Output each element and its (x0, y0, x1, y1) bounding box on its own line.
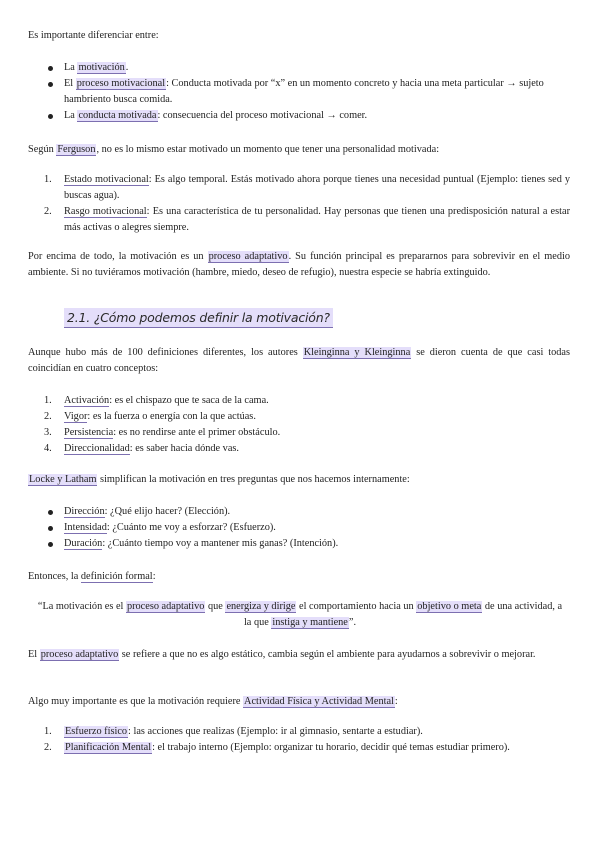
numbered-list-concepts (28, 393, 570, 457)
underlined-term: Dirección (64, 506, 105, 517)
definition-quote: “La motivación es el proceso adaptativo que energiza y dirige el comportamiento hacia un objetivo o meta de una actividad, a la que instiga y mantiene”. (37, 601, 563, 628)
highlight-term: proceso adaptativo (40, 649, 119, 660)
list-item: La conducta motivada: consecuencia del proceso motivacional → comer. (28, 108, 570, 124)
underlined-term: Duración (64, 538, 103, 549)
bullet-list-questions (28, 504, 570, 552)
underlined-term: Persistencia (64, 427, 114, 438)
list-item: 1. Estado motivacional: Es algo temporal. Estás motivado ahora porque tienes una necesidad puntual (Ejemplo: tienes sed y buscas agua). (44, 174, 570, 201)
activity-paragraph: Algo muy importante es que la motivación requiere Actividad Física y Actividad Mental: (28, 696, 398, 707)
highlight-term: Kleinginna y Kleinginna (303, 347, 411, 358)
bullet-list-concepts (28, 60, 570, 124)
highlight-term: conducta motivada (78, 110, 157, 121)
bullet-icon (48, 114, 53, 119)
list-item: Duración: ¿Cuánto tiempo voy a mantener mis ganas? (Intención). (28, 536, 570, 552)
highlight-term: proceso motivacional (76, 78, 166, 89)
list-item: 1. Activación: es el chispazo que te saca de la cama. (44, 395, 269, 406)
list-item: La motivación. (28, 60, 570, 76)
highlight-term: proceso adaptativo (208, 251, 288, 262)
list-item: Dirección: ¿Qué elijo hacer? (Elección). (28, 504, 570, 520)
highlight-term: Planificación Mental (65, 742, 152, 753)
highlight-term: objetivo o meta (417, 601, 482, 612)
highlight-term: Esfuerzo físico (65, 726, 128, 737)
bullet-icon (48, 510, 53, 515)
highlight-term: motivación (78, 62, 125, 73)
underlined-term: Intensidad (64, 522, 107, 533)
list-item: 2. Rasgo motivacional: Es una característica de tu personalidad. Hay personas que tienen una predisposición natural a estar más activas o alegres siempre. (44, 206, 570, 233)
highlight-term: Locke y Latham (29, 474, 97, 485)
ferguson-paragraph: Según Ferguson, no es lo mismo estar motivado un momento que tener una personalidad motivada: (28, 144, 440, 155)
intro-paragraph: Es importante diferenciar entre: (28, 30, 159, 41)
underlined-term: Rasgo motivacional (64, 206, 147, 217)
list-item: 2. Vigor: es la fuerza o energía con la que actúas. (44, 411, 256, 422)
numbered-list-states (28, 172, 570, 236)
kleinginna-paragraph: Aunque hubo más de 100 definiciones diferentes, los autores Kleinginna y Kleinginna se dieron cuenta de que casi todas coincidían en cuatro conceptos: (28, 347, 570, 374)
list-item: Intensidad: ¿Cuánto me voy a esforzar? (Esfuerzo). (28, 520, 570, 536)
underlined-term: definición formal (80, 571, 153, 582)
list-item: El proceso motivacional: Conducta motivada por “x” en un momento concreto y hacia una meta particular → sujeto hambriento busca comida. (28, 76, 570, 108)
underlined-term: Activación (64, 395, 110, 406)
section-heading: 2.1. ¿Cómo podemos definir la motivación? (64, 310, 333, 326)
list-item: 1. Esfuerzo físico: las acciones que realizas (Ejemplo: ir al gimnasio, sentarte a estudiar). (44, 726, 423, 737)
highlight-term: Actividad Física y Actividad Mental (244, 696, 394, 707)
entonces-paragraph: Entonces, la definición formal: (28, 571, 156, 582)
adaptive-paragraph: Por encima de todo, la motivación es un proceso adaptativo. Su función principal es prepararnos para sobrevivir en el medio ambiente. Si no tuviéramos motivación (hambre, miedo, deseo de refugio), nuestra especie se habría extinguido. (28, 251, 571, 278)
highlight-term: proceso adaptativo (126, 601, 205, 612)
locke-paragraph: Locke y Latham simplifican la motivación en tres preguntas que nos hacemos internamente: (29, 474, 410, 485)
bullet-icon (48, 542, 53, 547)
underlined-term: Direccionalidad (64, 443, 130, 454)
bullet-icon (48, 66, 53, 71)
bullet-icon (48, 82, 53, 87)
highlight-term: Ferguson (57, 144, 96, 155)
list-item: 4. Direccionalidad: es saber hacia dónde vas. (44, 443, 239, 454)
highlight-term: instiga y mantiene (272, 617, 348, 628)
adaptive-definition-paragraph: El proceso adaptativo se refiere a que no es algo estático, cambia según el ambiente para ayudarnos a sobrevivir o mejorar. (28, 649, 536, 660)
underlined-term: Vigor (64, 411, 88, 422)
underlined-term: Estado motivacional (64, 174, 149, 185)
list-item: 2. Planificación Mental: el trabajo interno (Ejemplo: organizar tu horario, decidir qué temas estudiar primero). (44, 742, 510, 753)
list-item: 3. Persistencia: es no rendirse ante el primer obstáculo. (44, 427, 281, 438)
numbered-list-activities (28, 724, 570, 756)
bullet-icon (48, 526, 53, 531)
highlight-term: energiza y dirige (226, 601, 296, 612)
